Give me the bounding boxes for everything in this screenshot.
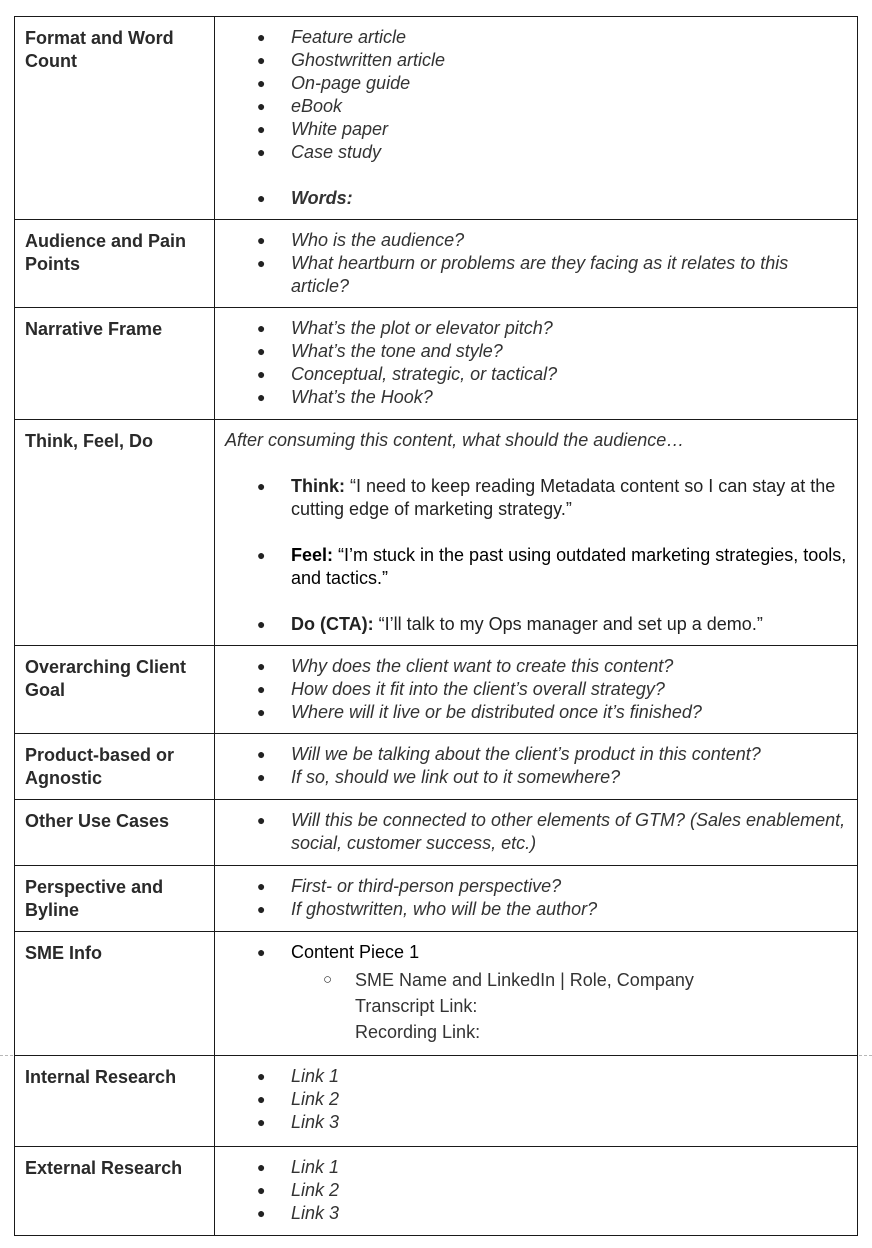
bullet-list (215, 941, 847, 1045)
row-label: Perspective and Byline (15, 866, 215, 932)
row-label: Overarching Client Goal (15, 646, 215, 734)
row-format-word-count (15, 17, 858, 220)
list-item: ● If ghostwritten, who will be the author? (215, 898, 847, 921)
transcript-link-line: Transcript Link: (355, 996, 478, 1016)
row-content (215, 420, 858, 646)
list-item: ● Link 3 (215, 1111, 847, 1134)
row-label: Product-based or Agnostic (15, 734, 215, 800)
row-label: External Research (15, 1147, 215, 1236)
row-content (215, 17, 858, 220)
bullet-list (215, 655, 847, 724)
bullet-list (215, 875, 847, 921)
bullet-list (215, 475, 847, 636)
list-item: ● Why does the client want to create this content? (215, 655, 847, 678)
list-item: ● What heartburn or problems are they facing as it relates to this article? (215, 252, 847, 298)
row-content (215, 932, 858, 1056)
think-text: “I need to keep reading Metadata content so I can stay at the cutting edge of marketing strategy.” (291, 476, 836, 519)
list-item: ● eBook (215, 95, 847, 118)
row-perspective-byline (15, 866, 858, 932)
bullet-list (215, 809, 847, 855)
sme-details (291, 967, 847, 1045)
content-piece-item (215, 941, 847, 1045)
feel-text: “I’m stuck in the past using outdated marketing strategies, tools, and tactics.” (291, 545, 847, 588)
row-narrative-frame (15, 308, 858, 420)
row-external-research (15, 1147, 858, 1236)
list-item: ● Link 1 (215, 1156, 847, 1179)
list-item: ● If so, should we link out to it somewhere? (215, 766, 847, 789)
row-label: Narrative Frame (15, 308, 215, 420)
list-item: ● Who is the audience? (215, 229, 847, 252)
row-sme-info (15, 932, 858, 1056)
sub-list (291, 967, 847, 1045)
list-item: ● Conceptual, strategic, or tactical? (215, 363, 847, 386)
intro-text: After consuming this content, what should the audience… (225, 430, 685, 450)
bullet-list (215, 1065, 847, 1134)
list-item: ● Case study (215, 141, 847, 164)
row-label: SME Info (15, 932, 215, 1056)
row-content (215, 800, 858, 866)
bullet-list (215, 26, 847, 210)
list-item: ● Feature article (215, 26, 847, 49)
row-content (215, 1056, 858, 1147)
row-overarching-client-goal (15, 646, 858, 734)
list-item: ● How does it fit into the client’s overall strategy? (215, 678, 847, 701)
think-key: Think: (291, 476, 345, 496)
list-item: ● On-page guide (215, 72, 847, 95)
list-item: ● Link 2 (215, 1088, 847, 1111)
row-content (215, 734, 858, 800)
list-item: ● Link 3 (215, 1202, 847, 1225)
list-item: ● Will this be connected to other elements of GTM? (Sales enablement, social, customer success, etc.) (215, 809, 847, 855)
row-content (215, 1147, 858, 1236)
think-item (215, 475, 847, 521)
words-item: ● Words: (215, 187, 847, 210)
row-label: Think, Feel, Do (15, 420, 215, 646)
bullet-list (215, 1156, 847, 1225)
list-item: ● White paper (215, 118, 847, 141)
row-label: Format and Word Count (15, 17, 215, 220)
row-content (215, 646, 858, 734)
list-item: ● Where will it live or be distributed once it’s finished? (215, 701, 847, 724)
recording-link-line: Recording Link: (355, 1022, 481, 1042)
row-content (215, 866, 858, 932)
bullet-list (215, 229, 847, 298)
list-item: ● Link 2 (215, 1179, 847, 1202)
bullet-list (215, 743, 847, 789)
list-item: ● Link 1 (215, 1065, 847, 1088)
do-key: Do (CTA): (291, 614, 374, 634)
row-audience-pain-points (15, 220, 858, 308)
do-item (215, 613, 847, 636)
list-item: ● First- or third-person perspective? (215, 875, 847, 898)
feel-item (215, 544, 847, 590)
list-item: ● What’s the tone and style? (215, 340, 847, 363)
row-label: Internal Research (15, 1056, 215, 1147)
row-internal-research (15, 1056, 858, 1147)
sme-name-line: ○ SME Name and LinkedIn | Role, Company (355, 970, 694, 990)
list-item: ● Will we be talking about the client’s product in this content? (215, 743, 847, 766)
row-think-feel-do (15, 420, 858, 646)
do-text: “I’ll talk to my Ops manager and set up a demo.” (373, 614, 763, 634)
bullet-list (215, 317, 847, 409)
row-content (215, 220, 858, 308)
row-content (215, 308, 858, 420)
content-brief-table (14, 16, 858, 1236)
row-label: Other Use Cases (15, 800, 215, 866)
row-product-based-agnostic (15, 734, 858, 800)
content-piece-label: Content Piece 1 (291, 942, 420, 962)
row-other-use-cases (15, 800, 858, 866)
feel-key: Feel: (291, 545, 334, 565)
list-item: ● Ghostwritten article (215, 49, 847, 72)
row-label: Audience and Pain Points (15, 220, 215, 308)
list-item: ● What’s the plot or elevator pitch? (215, 317, 847, 340)
list-item: ● What’s the Hook? (215, 386, 847, 409)
